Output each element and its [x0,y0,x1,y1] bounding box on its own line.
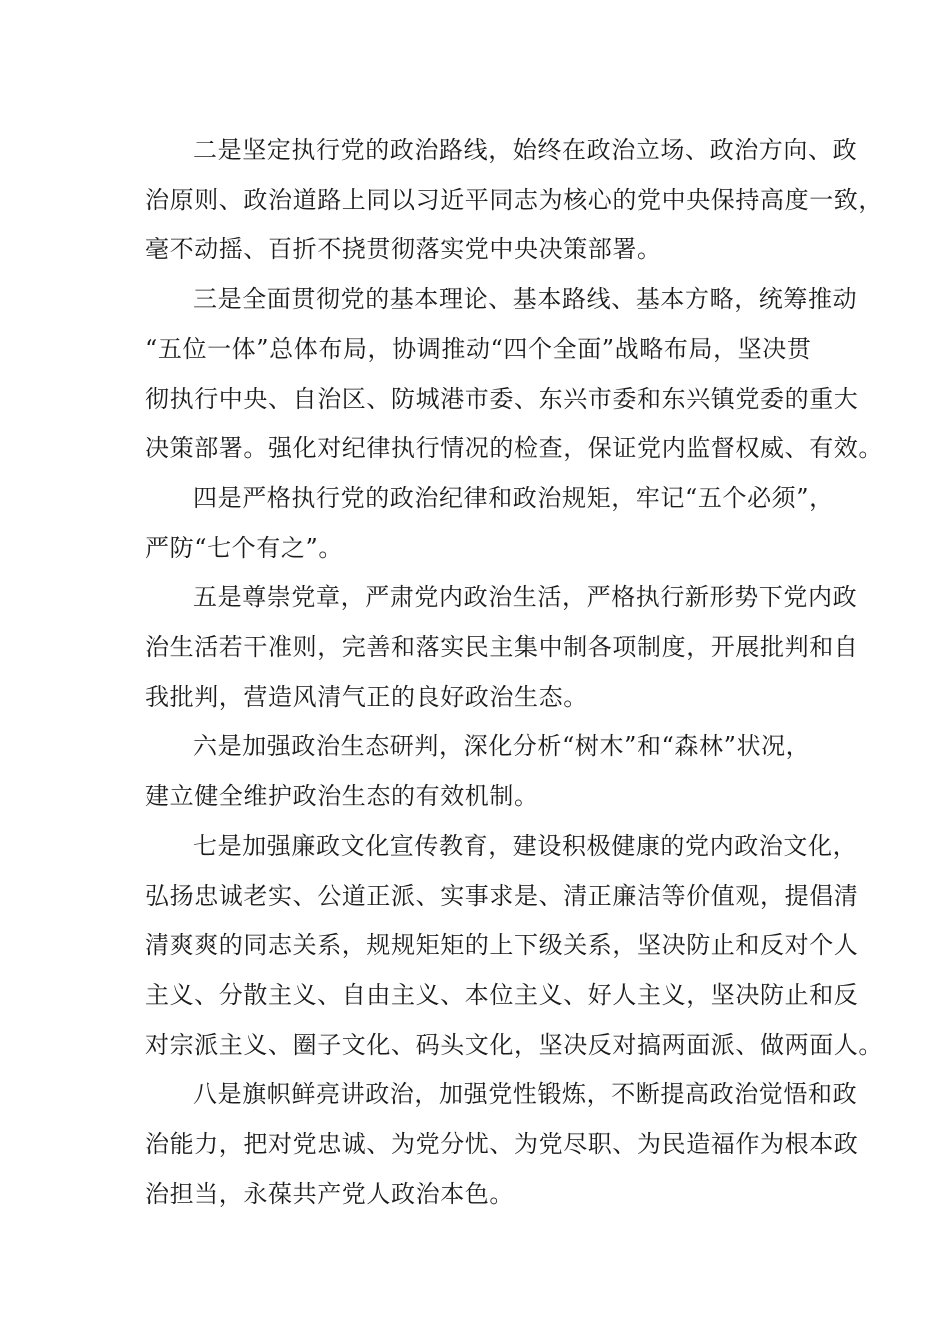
text-line: 严防“七个有之”。 [145,533,343,562]
text-line: “五位一体”总体布局，协调推动“四个全面”战略布局，坚决贯 [145,334,812,363]
text-line: 决策部署。强化对纪律执行情况的检查，保证党内监督权威、有效。 [145,434,883,463]
text-line: 二是坚定执行党的政治路线，始终在政治立场、政治方向、政 [193,136,858,164]
text-line: 四是严格执行党的政治纪律和政治规矩，牢记“五个必须”， [193,483,834,512]
text-line: 治能力，把对党忠诚、为党分忧、为党尽职、为民造福作为根本政 [145,1130,859,1159]
paragraph-5 [145,573,859,722]
text-line: 六是加强政治生态研判，深化分析“树木”和“森林”状况， [193,732,811,761]
text-line: 对宗派主义、圈子文化、码头文化，坚决反对搞两面派、做两面人。 [145,1030,883,1059]
text-line: 我批判，营造风清气正的良好政治生态。 [145,682,588,711]
text-line: 八是旗帜鲜亮讲政治，加强党性锻炼，不断提高政治觉悟和政 [193,1080,858,1109]
text-line: 治担当，永葆共产党人政治本色。 [145,1179,514,1208]
text-line: 三是全面贯彻党的基本理论、基本路线、基本方略，统筹推动 [193,285,858,314]
paragraph-3 [145,275,883,474]
text-line: 弘扬忠诚老实、公道正派、实事求是、清正廉洁等价值观，提倡清 [145,881,859,910]
text-line: 建立健全维护政治生态的有效机制。 [145,782,539,811]
paragraph-7 [145,822,883,1071]
paragraph-6 [145,722,811,821]
document-body [145,126,883,1219]
text-line: 七是加强廉政文化宣传教育，建设积极健康的党内政治文化， [193,831,858,860]
text-line: 五是尊崇党章，严肃党内政治生活，严格执行新形势下党内政 [193,583,858,612]
text-line: 主义、分散主义、自由主义、本位主义、好人主义，坚决防止和反 [145,980,859,1009]
paragraph-8 [145,1070,859,1219]
paragraph-2 [145,126,883,275]
text-line: 治生活若干准则，完善和落实民主集中制各项制度，开展批判和自 [145,633,859,662]
text-line: 治原则、政治道路上同以习近平同志为核心的党中央保持高度一致， [145,185,883,214]
paragraph-4 [145,474,834,573]
text-line: 彻执行中央、自治区、防城港市委、东兴市委和东兴镇党委的重大 [145,384,859,413]
text-line: 毫不动摇、百折不挠贯彻落实党中央决策部署。 [145,235,662,264]
text-line: 清爽爽的同志关系，规规矩矩的上下级关系，坚决防止和反对个人 [145,931,859,960]
